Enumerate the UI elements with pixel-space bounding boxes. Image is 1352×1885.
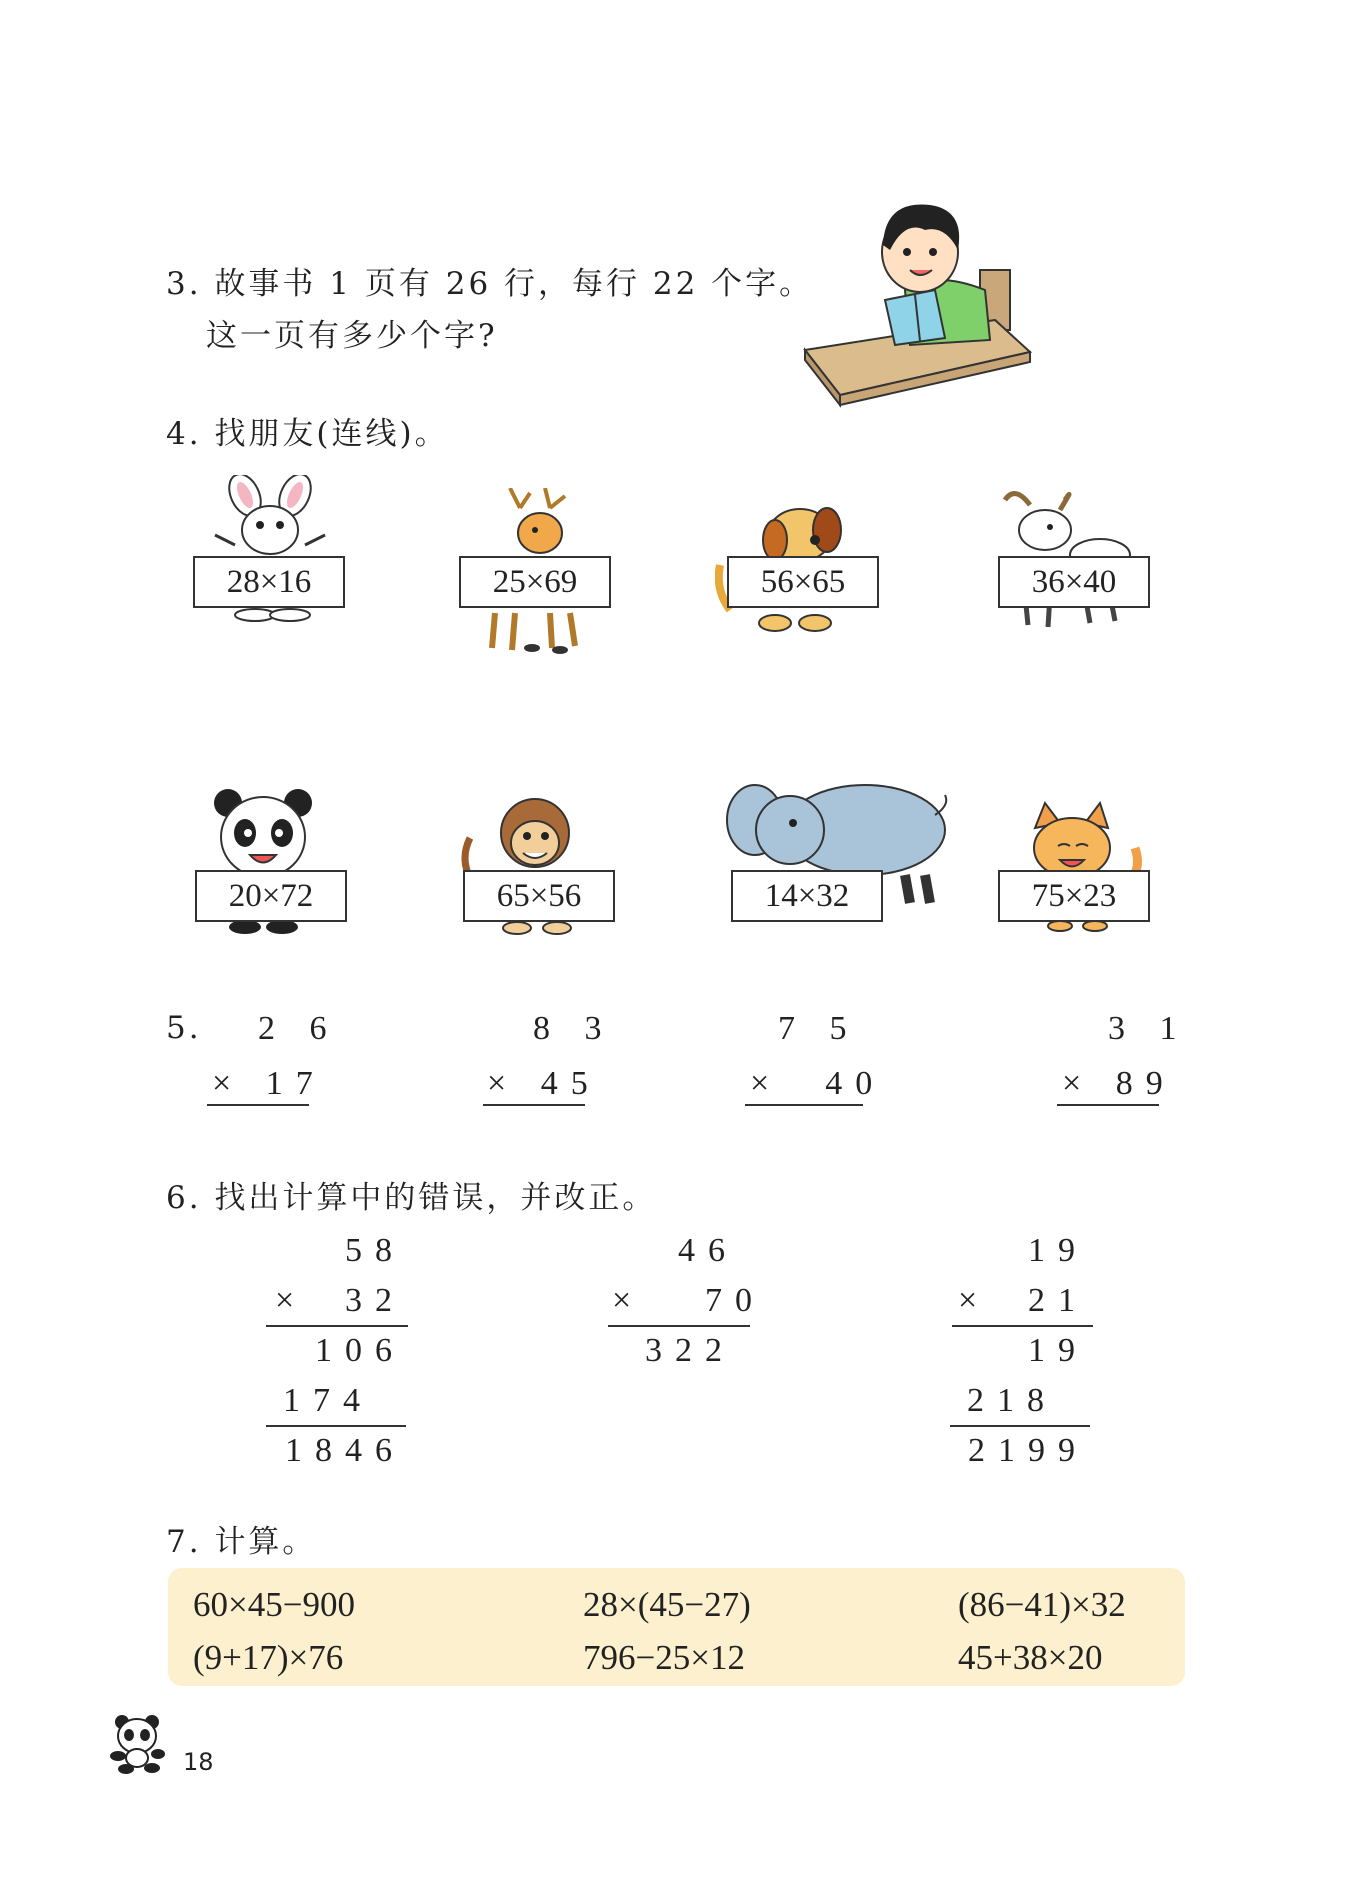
q6a-times: × [275,1282,308,1319]
q6c-rule [950,1425,1090,1427]
q6c-partial1: 19 [1028,1332,1088,1369]
boy-reading-illustration [795,190,1035,425]
q6a-partial1: 106 [315,1332,405,1369]
q5-bottom: × 40 [750,1065,886,1102]
q5-bottom: × 89 [1062,1065,1176,1102]
q7-heading: 7. 计算。 [166,1524,317,1560]
q5-number: 5. [166,1010,202,1046]
expr-card[interactable]: 28×16 [193,556,345,608]
q6b-top: 46 [678,1232,738,1269]
q6a-mul: 32 [345,1282,405,1319]
q6c-mul: 21 [1028,1282,1088,1319]
q5-top: 2 6 [258,1010,340,1047]
q6a-partial2: 174 [283,1382,373,1419]
q5-rule [745,1104,863,1106]
expr-card[interactable]: 20×72 [195,870,347,922]
expr-card[interactable]: 65×56 [463,870,615,922]
q5-rule [1057,1104,1159,1106]
q5-bottom: × 17 [212,1065,326,1102]
q6-heading: 6. 找出计算中的错误，并改正。 [166,1180,657,1216]
q5-top: 8 3 [533,1010,615,1047]
expr-card[interactable]: 36×40 [998,556,1150,608]
q6c-partial2: 218 [967,1382,1057,1419]
q3-line1: 3. 故事书 1 页有 26 行，每行 22 个字。 [166,266,814,302]
panda-footer-icon [108,1712,170,1774]
q6a-rule [266,1325,408,1327]
calc-expr[interactable]: 796−25×12 [583,1638,745,1677]
expr-card[interactable]: 75×23 [998,870,1150,922]
calc-expr[interactable]: 45+38×20 [958,1638,1103,1677]
q6b-mul: 70 [705,1282,765,1319]
q5-top: 7 5 [778,1010,860,1047]
q6a-result: 1846 [285,1432,405,1469]
q6a-top: 58 [345,1232,405,1269]
q6a-rule [266,1425,406,1427]
q6c-rule [952,1325,1093,1327]
page-number: 18 [183,1748,214,1776]
calc-expr[interactable]: 28×(45−27) [583,1585,751,1624]
calc-expr[interactable]: 60×45−900 [193,1585,355,1624]
q7-number: 7. [166,1524,202,1560]
q6b-result: 322 [645,1332,735,1369]
q5-rule [207,1104,309,1106]
q6b-rule [608,1325,750,1327]
q6c-top: 19 [1028,1232,1088,1269]
q5-rule [483,1104,585,1106]
q6b-times: × [612,1282,645,1319]
q4-heading: 4. 找朋友(连线)。 [166,416,449,452]
expr-card[interactable]: 56×65 [727,556,879,608]
q6c-result: 2199 [968,1432,1088,1469]
calc-expr[interactable]: (86−41)×32 [958,1585,1126,1624]
q4-number: 4. [166,416,202,452]
q3-number: 3. [166,266,202,302]
calc-expr[interactable]: (9+17)×76 [193,1638,344,1677]
expr-card[interactable]: 25×69 [459,556,611,608]
q6c-times: × [958,1282,991,1319]
q5-bottom: × 45 [487,1065,601,1102]
expr-card[interactable]: 14×32 [731,870,883,922]
q6-number: 6. [166,1180,202,1216]
q3-line2: 这一页有多少个字? [206,318,498,354]
q5-top: 3 1 [1108,1010,1190,1047]
